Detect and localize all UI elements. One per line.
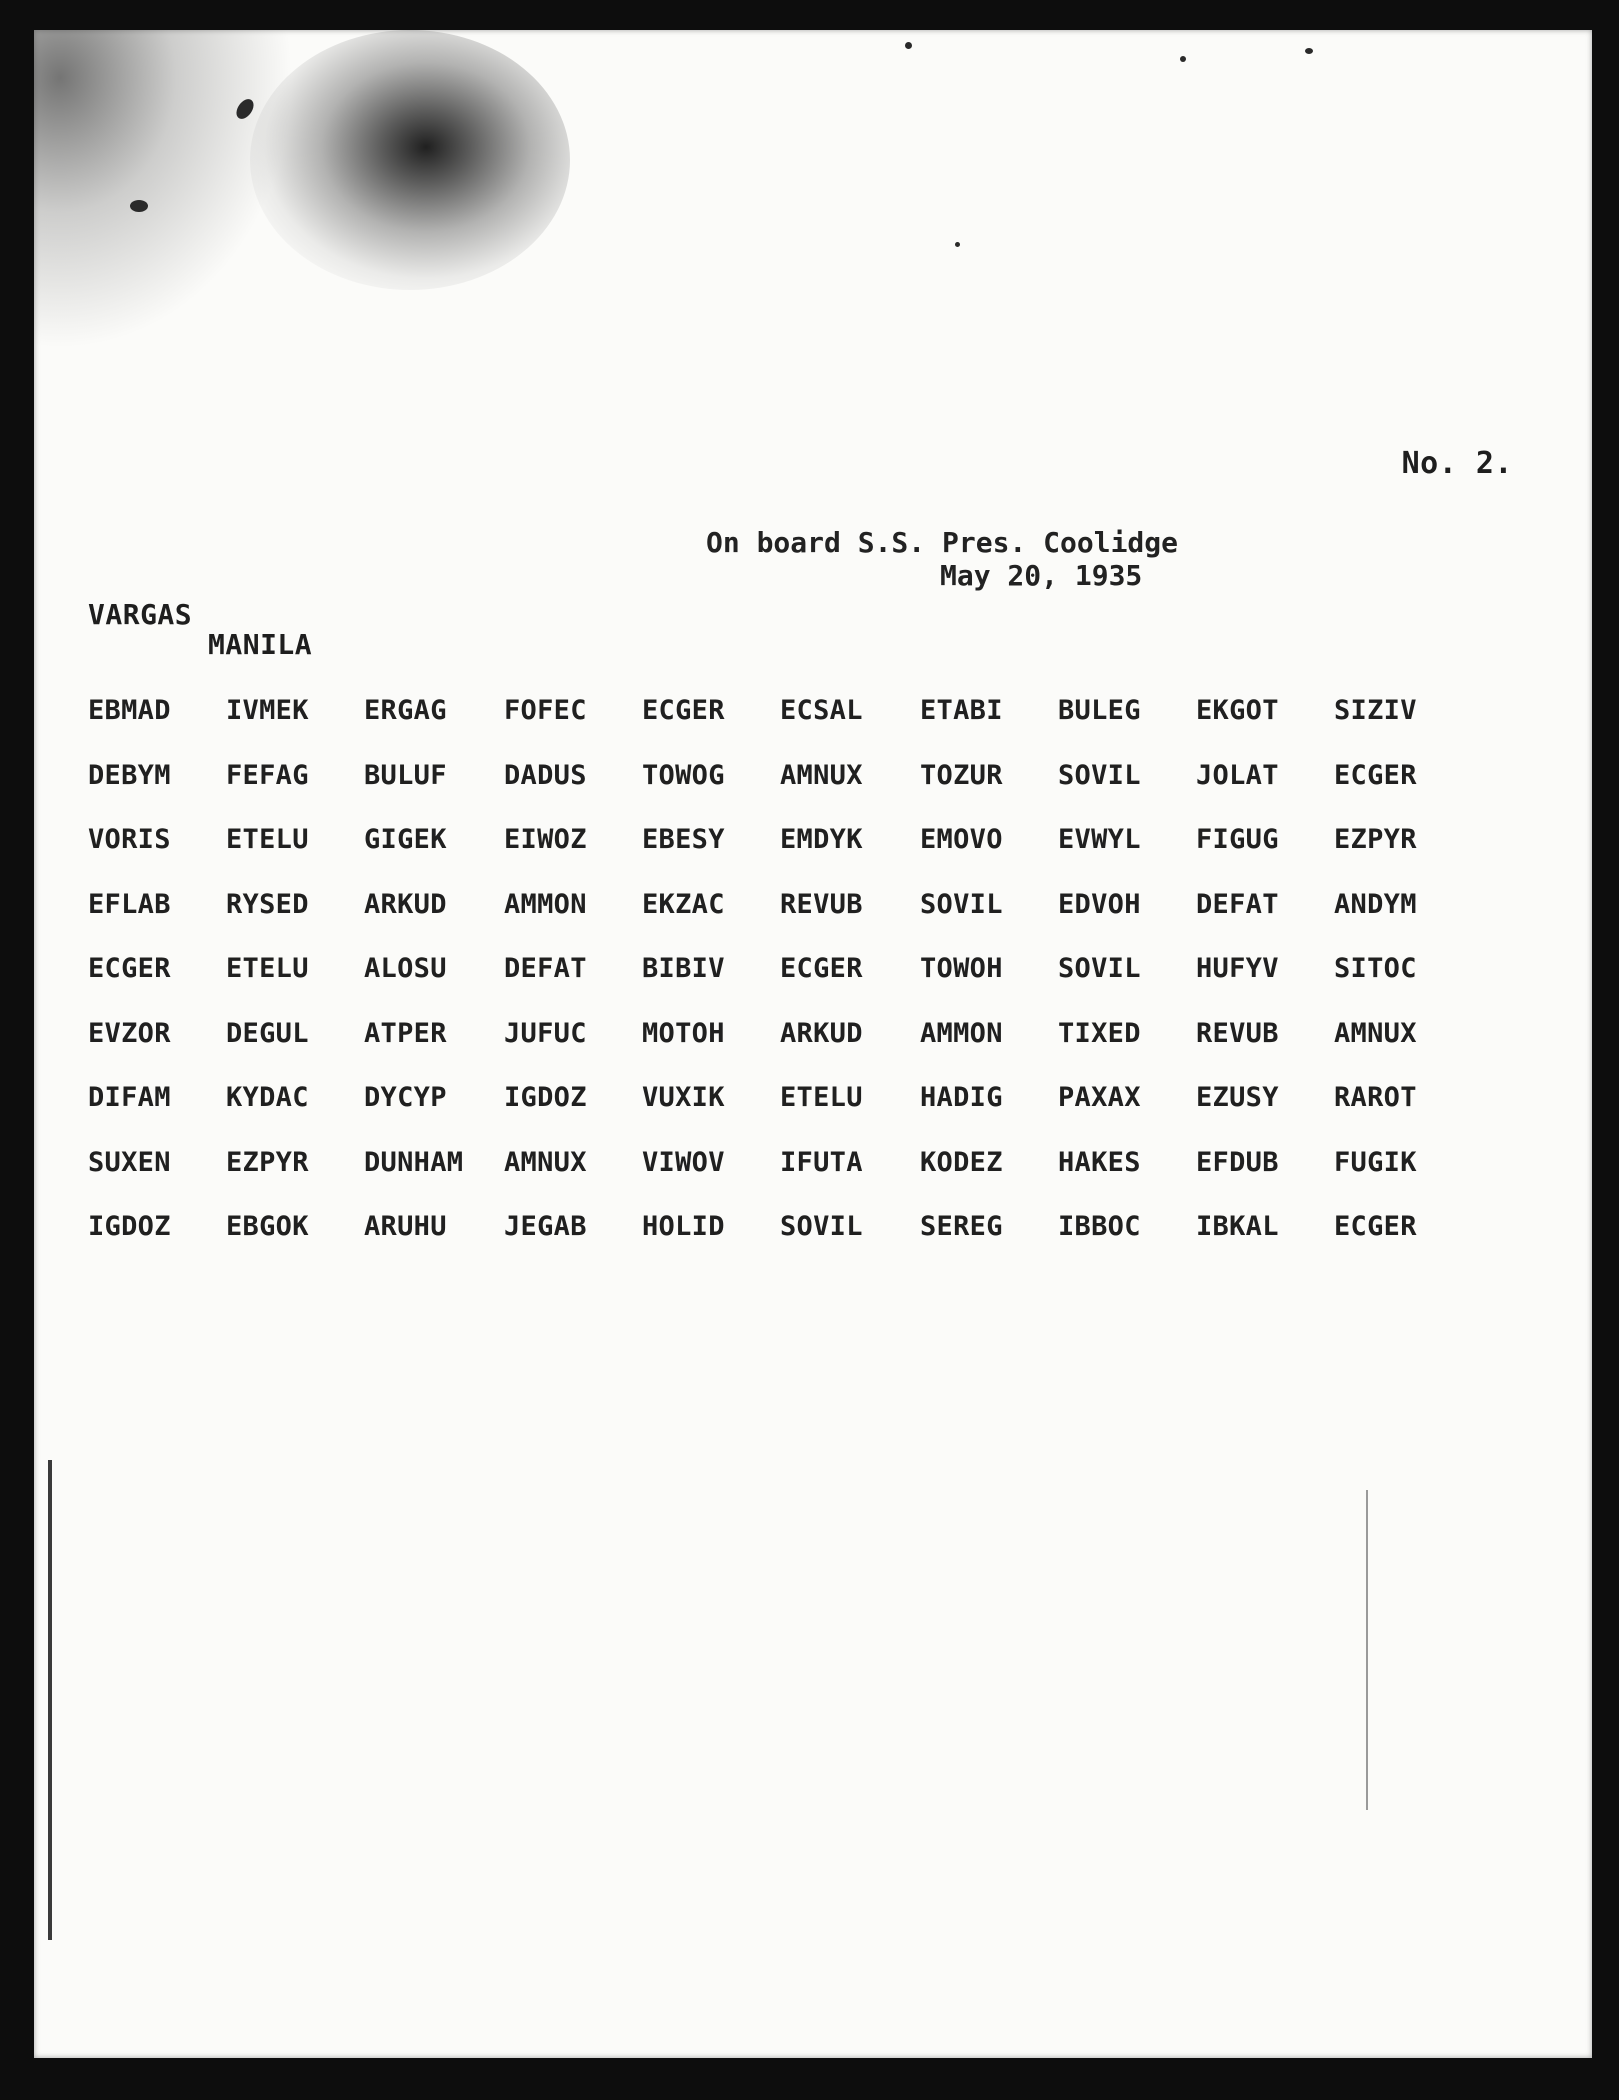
- code-group: ERGAG: [364, 695, 447, 726]
- code-group: VORIS: [88, 824, 171, 855]
- code-row: [88, 1018, 1508, 1058]
- code-row: [88, 1082, 1508, 1122]
- code-group: EBMAD: [88, 695, 171, 726]
- code-row: [88, 695, 1508, 735]
- code-group: EIWOZ: [504, 824, 587, 855]
- code-group: GIGEK: [364, 824, 447, 855]
- code-group: BIBIV: [642, 953, 725, 984]
- code-group: DEBYM: [88, 760, 171, 791]
- code-group: AMNUX: [780, 760, 863, 791]
- code-group: RYSED: [226, 889, 309, 920]
- code-group: TOWOG: [642, 760, 725, 791]
- code-group: JUFUC: [504, 1018, 587, 1049]
- code-group: BULEG: [1058, 695, 1141, 726]
- code-group: ECSAL: [780, 695, 863, 726]
- code-group: SEREG: [920, 1211, 1003, 1242]
- ink-spot: [1180, 56, 1186, 62]
- code-group: ATPER: [364, 1018, 447, 1049]
- code-group: EZUSY: [1196, 1082, 1279, 1113]
- code-group: SITOC: [1334, 953, 1417, 984]
- code-group: VIWOV: [642, 1147, 725, 1178]
- code-group: TOWOH: [920, 953, 1003, 984]
- code-group: JOLAT: [1196, 760, 1279, 791]
- code-group: AMMON: [920, 1018, 1003, 1049]
- code-group: KODEZ: [920, 1147, 1003, 1178]
- code-row: [88, 953, 1508, 993]
- code-group: EKGOT: [1196, 695, 1279, 726]
- code-group: IBKAL: [1196, 1211, 1279, 1242]
- ink-spot: [130, 200, 148, 212]
- code-group: ECGER: [1334, 760, 1417, 791]
- code-group: ETELU: [780, 1082, 863, 1113]
- code-group: SOVIL: [780, 1211, 863, 1242]
- destination: MANILA: [208, 628, 313, 661]
- code-group: DEGUL: [226, 1018, 309, 1049]
- code-group: FEFAG: [226, 760, 309, 791]
- code-row: [88, 1147, 1508, 1187]
- code-group: IBBOC: [1058, 1211, 1141, 1242]
- code-group: ETELU: [226, 824, 309, 855]
- code-group: RAROT: [1334, 1082, 1417, 1113]
- edge-mark: [1366, 1490, 1368, 1810]
- code-group: EFLAB: [88, 889, 171, 920]
- code-group: IVMEK: [226, 695, 309, 726]
- code-group: IGDOZ: [504, 1082, 587, 1113]
- code-group: IGDOZ: [88, 1211, 171, 1242]
- edge-mark: [48, 1460, 52, 1940]
- code-group: EMDYK: [780, 824, 863, 855]
- code-group: EBGOK: [226, 1211, 309, 1242]
- code-group: PAXAX: [1058, 1082, 1141, 1113]
- code-group: JEGAB: [504, 1211, 587, 1242]
- document-number: No. 2.: [1401, 446, 1513, 481]
- ink-spot: [905, 42, 912, 49]
- code-group: FUGIK: [1334, 1147, 1417, 1178]
- code-group: ARKUD: [780, 1018, 863, 1049]
- code-group: ECGER: [780, 953, 863, 984]
- code-group: TIXED: [1058, 1018, 1141, 1049]
- code-group: HAKES: [1058, 1147, 1141, 1178]
- date-line: May 20, 1935: [940, 559, 1143, 592]
- code-group: TOZUR: [920, 760, 1003, 791]
- code-group: DEFAT: [1196, 889, 1279, 920]
- code-group: ECGER: [88, 953, 171, 984]
- code-group: DADUS: [504, 760, 587, 791]
- code-group: HUFYV: [1196, 953, 1279, 984]
- code-group: EMOVO: [920, 824, 1003, 855]
- code-group: SOVIL: [1058, 953, 1141, 984]
- ink-spot: [1305, 48, 1313, 54]
- code-group: DYCYP: [364, 1082, 447, 1113]
- code-group: EDVOH: [1058, 889, 1141, 920]
- code-group: EFDUB: [1196, 1147, 1279, 1178]
- code-row: [88, 760, 1508, 800]
- code-group: AMMON: [504, 889, 587, 920]
- code-group: ECGER: [1334, 1211, 1417, 1242]
- code-group: ARKUD: [364, 889, 447, 920]
- code-groups-grid: [88, 695, 1508, 1295]
- code-group: ETABI: [920, 695, 1003, 726]
- code-group: EVZOR: [88, 1018, 171, 1049]
- code-group: DIFAM: [88, 1082, 171, 1113]
- code-group: BULUF: [364, 760, 447, 791]
- code-group: SIZIV: [1334, 695, 1417, 726]
- code-group: DUNHAM: [364, 1147, 464, 1178]
- code-group: FIGUG: [1196, 824, 1279, 855]
- code-group: EVWYL: [1058, 824, 1141, 855]
- code-group: EZPYR: [226, 1147, 309, 1178]
- addressee: VARGAS: [88, 598, 193, 631]
- code-group: IFUTA: [780, 1147, 863, 1178]
- code-group: EZPYR: [1334, 824, 1417, 855]
- vessel-line: On board S.S. Pres. Coolidge: [706, 526, 1179, 559]
- code-row: [88, 1211, 1508, 1251]
- code-group: SOVIL: [920, 889, 1003, 920]
- code-row: [88, 824, 1508, 864]
- code-group: AMNUX: [1334, 1018, 1417, 1049]
- code-group: REVUB: [1196, 1018, 1279, 1049]
- code-group: HOLID: [642, 1211, 725, 1242]
- code-group: FOFEC: [504, 695, 587, 726]
- code-group: HADIG: [920, 1082, 1003, 1113]
- code-group: MOTOH: [642, 1018, 725, 1049]
- code-group: ARUHU: [364, 1211, 447, 1242]
- code-group: EKZAC: [642, 889, 725, 920]
- ink-spot: [955, 242, 960, 247]
- code-group: DEFAT: [504, 953, 587, 984]
- code-group: SOVIL: [1058, 760, 1141, 791]
- code-row: [88, 889, 1508, 929]
- code-group: ANDYM: [1334, 889, 1417, 920]
- code-group: AMNUX: [504, 1147, 587, 1178]
- ink-smudge: [250, 30, 570, 290]
- code-group: ECGER: [642, 695, 725, 726]
- code-group: KYDAC: [226, 1082, 309, 1113]
- code-group: SUXEN: [88, 1147, 171, 1178]
- code-group: ETELU: [226, 953, 309, 984]
- code-group: VUXIK: [642, 1082, 725, 1113]
- code-group: REVUB: [780, 889, 863, 920]
- code-group: ALOSU: [364, 953, 447, 984]
- code-group: EBESY: [642, 824, 725, 855]
